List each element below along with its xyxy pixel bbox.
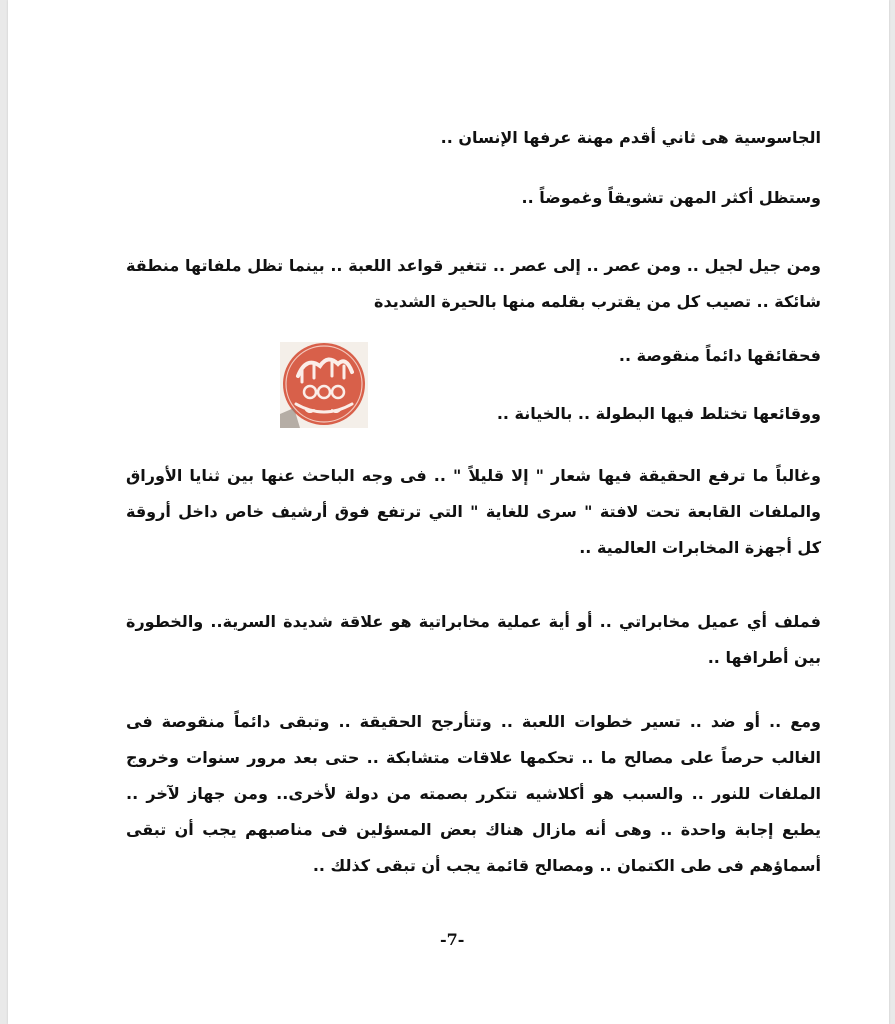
paragraph-4: فحقائقها دائماً منقوصة .. [618,346,821,365]
paragraph-8: ومع .. أو ضد .. تسير خطوات اللعبة .. وتتأرجح الحقيقة .. وتبقى دائماً منقوصة فى الغالب حرصاً على مصالح ما .. تحكمها علاقات متشابكة .. حتى بعد مرور سنوات وخروج الملفات للنور .. والسبب هو أكلاشيه تتكرر بصمته من دولة لأخرى.. ومن جهاز لآخر .. يطبع إجابة واحدة .. وهى أنه مازال هناك بعض المسؤلين فى مناصبهم يجب أن تبقى أسماؤهم فى طى الكتمان .. ومصالح قائمة يجب أن تبقى كذلك .. [126,712,821,875]
page-number: -7- [440,930,465,949]
paragraph-2: وستظل أكثر المهن تشويقاً وغموضاً .. [521,188,821,207]
document-page [8,0,889,1024]
paragraph-3: ومن جيل لجيل .. ومن عصر .. إلى عصر .. تتغير قواعد اللعبة .. بينما تظل ملفاتها منطقة شائكة .. تصيب كل من يقترب بقلمه منها بالحيرة الشديدة [126,256,821,311]
al-tareekh-logo-icon [280,342,368,428]
paragraph-5: ووقائعها تختلط فيها البطولة .. بالخيانة .. [496,404,821,423]
paragraph-7: فملف أي عميل مخابراتي .. أو أية عملية مخابراتية هو علاقة شديدة السرية.. والخطورة بين أطرافها .. [126,612,821,667]
paragraph-6: وغالباً ما ترفع الحقيقة فيها شعار " إلا قليلاً " .. فى وجه الباحث عنها بين ثنايا الأوراق والملفات القابعة تحت لافتة " سرى للغاية " التي ترتفع فوق أرشيف خاص داخل أروقة كل أجهزة المخابرات العالمية .. [126,466,821,557]
paragraph-1: الجاسوسية هى ثاني أقدم مهنة عرفها الإنسان .. [440,128,821,147]
